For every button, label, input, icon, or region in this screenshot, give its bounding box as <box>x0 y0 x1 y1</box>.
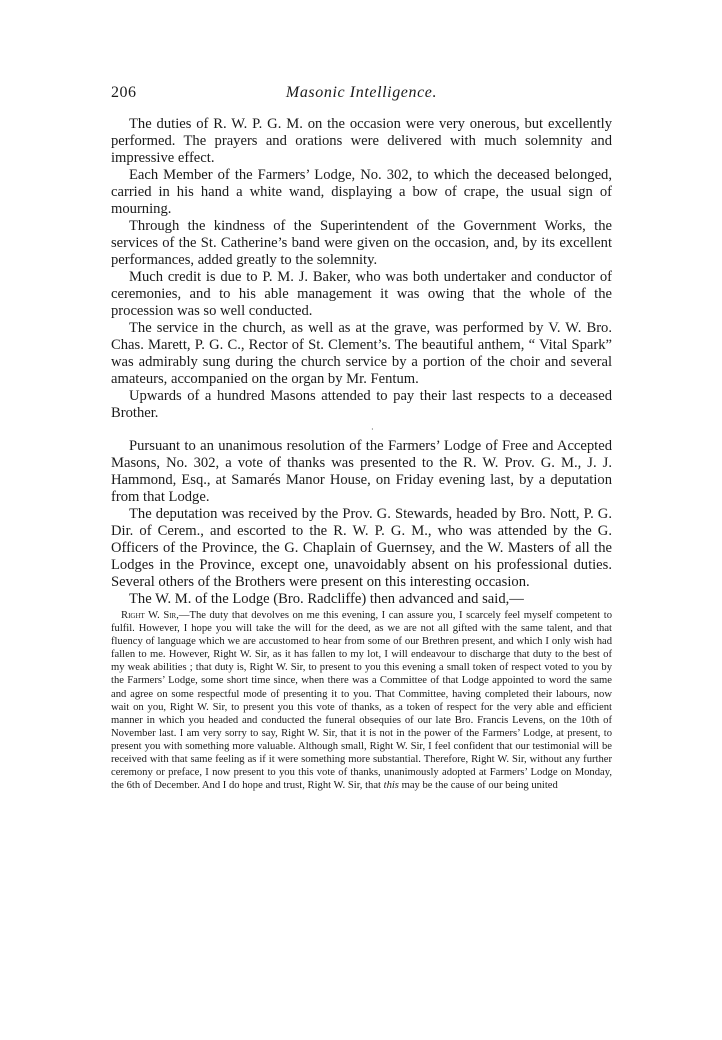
speech-paragraph <box>111 609 612 792</box>
article-body <box>111 116 612 608</box>
section-separator <box>111 422 612 438</box>
paragraph: Upwards of a hundred Masons attended to pay their last respects to a deceased Brother. <box>111 388 612 421</box>
paragraph: Through the kindness of the Superintendent of the Government Works, the services of the St. Catherine’s band were given on the occasion, and, by its excellent performances, added greatly to the solemnity. <box>111 218 612 268</box>
speech-salutation: Right W. Sir, <box>121 610 179 621</box>
speech-quotation <box>111 609 612 792</box>
speech-text-end: may be the cause of our being united <box>398 780 558 792</box>
running-title: Masonic Intelligence. <box>285 84 438 101</box>
paragraph: Much credit is due to P. M. J. Baker, who was both undertaker and conductor of ceremonies, and to his able management it was owing that the whole of the procession was so well conducted. <box>111 269 612 319</box>
paragraph: Pursuant to an unanimous resolution of the Farmers’ Lodge of Free and Accepted Masons, No. 302, a vote of thanks was presented to the R. W. Prov. G. M., J. J. Hammond, Esq., at Samarés Manor House, on Friday evening last, by a deputation from that Lodge. <box>111 438 612 505</box>
paragraph: The W. M. of the Lodge (Bro. Radcliffe) then advanced and said,— <box>129 591 524 607</box>
paragraph: The service in the church, as well as at the grave, was performed by V. W. Bro. Chas. Marett, P. G. C., Rector of St. Clement’s. The beautiful anthem, “ Vital Spark” was admirably sung during the church service by a portion of the choir and several amateurs, accompanied on the organ by Mr. Fentum. <box>111 320 612 387</box>
page-header <box>111 84 612 106</box>
paragraph: The deputation was received by the Prov. G. Stewards, headed by Bro. Nott, P. G. Dir. of Cerem., and escorted to the R. W. P. G. M., who was attended by the G. Officers of the Province, the G. Chaplain of Guernsey, and the W. Masters of all the Lodges in the Province, except one, unavoidably absent on his professional duties. Several others of the Brothers were present on this interesting occasion. <box>111 506 612 590</box>
speech-emphasis: this <box>383 780 399 792</box>
document-page <box>111 84 612 792</box>
separator-mark: · <box>371 425 374 434</box>
speech-text: —The duty that devolves on me this evening, I can assure you, I scarcely feel myself competent to fulfil. However, I hope you will take the will for the deed, as we are not all gifted with the same talent, and that fluency of language which we are accustomed to hear from some of our Brethren present, and which I only wish had fallen to me. However, Right W. Sir, as it has fallen to my lot, I will endeavour to discharge that duty to the best of my weak abilities ; that duty is, Right W. Sir, to present to you this evening a small token of respect voted to you by the Farmers’ Lodge, some short time since, when there was a Committee of that Lodge appointed to word the same and agree on some respectful mode of presenting it to you. That Committee, having completed their labours, now wait on you, Right W. Sir, to present you this vote of thanks, as a token of respect for the very able and efficient manner in which you headed and conducted the funeral obsequies of our late Bro. Francis Levens, on the 10th of November last. I am very sorry to say, Right W. Sir, that it is not in the power of the Farmers’ Lodge, at present, to present you with something more valuable. Although small, Right W. Sir, I feel confident that our testimonial will be received with that same feeling as if it were something more substantial. Therefore, Right W. Sir, without any further ceremony or preface, I now present to you this vote of thanks, unanimously adopted at Farmers’ Lodge on Monday, the 6th of December. And I do hope and trust, Right W. Sir, that <box>111 610 613 792</box>
paragraph: Each Member of the Farmers’ Lodge, No. 302, to which the deceased belonged, carried in his hand a white wand, displaying a bow of crape, the usual sign of mourning. <box>111 167 612 217</box>
page-number: 206 <box>111 84 137 101</box>
paragraph: The duties of R. W. P. G. M. on the occasion were very onerous, but excellently performed. The prayers and orations were delivered with much solemnity and impressive effect. <box>111 116 612 166</box>
